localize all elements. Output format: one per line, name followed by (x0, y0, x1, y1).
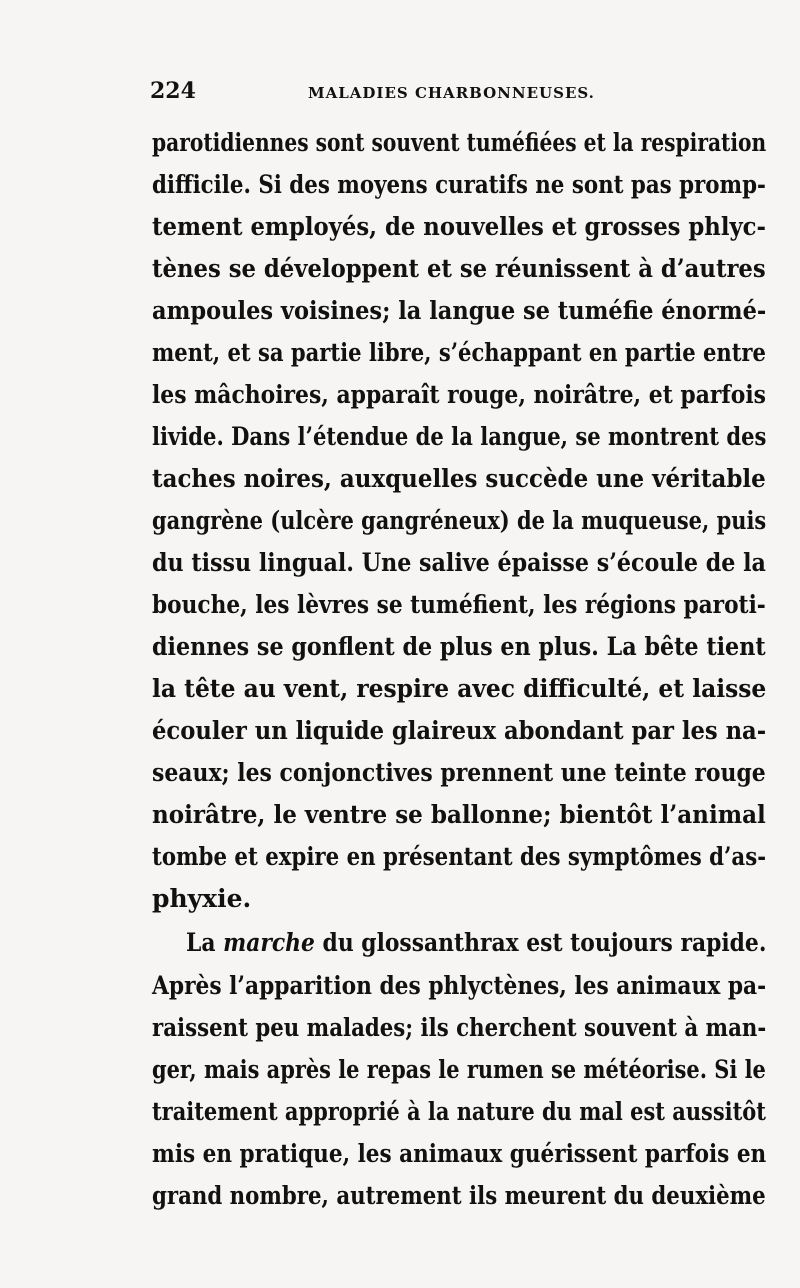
text-line: phyxie. (152, 884, 252, 913)
text-line: ment, et sa partie libre, s’échappant en partie entre (152, 338, 766, 367)
text-line: Après l’apparition des phlyctènes, les animaux pa- (152, 971, 767, 1000)
italic-word: marche (223, 928, 315, 957)
text-line: grand nombre, autrement ils meurent du deuxième (152, 1181, 766, 1210)
text-line: raissent peu malades; ils cherchent souvent à man- (152, 1013, 767, 1042)
text-line: seaux; les conjonctives prennent une teinte rouge (152, 758, 766, 787)
text-line: tement employés, de nouvelles et grosses phlyc- (152, 212, 766, 241)
text-line: livide. Dans l’étendue de la langue, se montrent des (152, 422, 767, 451)
page-number: 224 (150, 78, 196, 104)
page-header (150, 78, 620, 108)
text-line: bouche, les lèvres se tuméfient, les régions paroti- (152, 590, 766, 619)
text-line: ampoules voisines; la langue se tuméfie énormé- (152, 296, 767, 325)
text-line: parotidiennes sont souvent tuméfiées et la respiration (152, 128, 767, 157)
text-line: tombe et expire en présentant des symptômes d’as- (152, 842, 767, 871)
text-line: ger, mais après le repas le rumen se météorise. Si le (152, 1055, 766, 1084)
text-line: noirâtre, le ventre se ballonne; bientôt l’animal (152, 800, 766, 829)
text-line: gangrène (ulcère gangréneux) de la muqueuse, puis (152, 506, 767, 535)
text-line: les mâchoires, apparaît rouge, noirâtre, et parfois (152, 380, 766, 409)
text-line: la tête au vent, respire avec difficulté, et laisse (152, 674, 767, 703)
text-line: traitement approprié à la nature du mal est aussitôt (152, 1097, 766, 1126)
text-line: mis en pratique, les animaux guérissent parfois en (152, 1139, 767, 1168)
text-line: difficile. Si des moyens curatifs ne sont pas promp- (152, 170, 766, 199)
text-line: taches noires, auxquelles succède une véritable (152, 464, 766, 493)
text-span: du glossanthrax est toujours rapide. (314, 928, 767, 957)
text-line: diennes se gonflent de plus en plus. La bête tient (152, 632, 766, 661)
text-span: La (186, 928, 224, 957)
text-line: du tissu lingual. Une salive épaisse s’écoule de la (152, 548, 766, 577)
text-line: écouler un liquide glaireux abondant par les na- (152, 716, 767, 745)
paragraph-2-first-line (186, 922, 766, 964)
text-line: tènes se développent et se réunissent à d’autres (152, 254, 766, 283)
running-head: MALADIES CHARBONNEUSES. (308, 84, 595, 102)
